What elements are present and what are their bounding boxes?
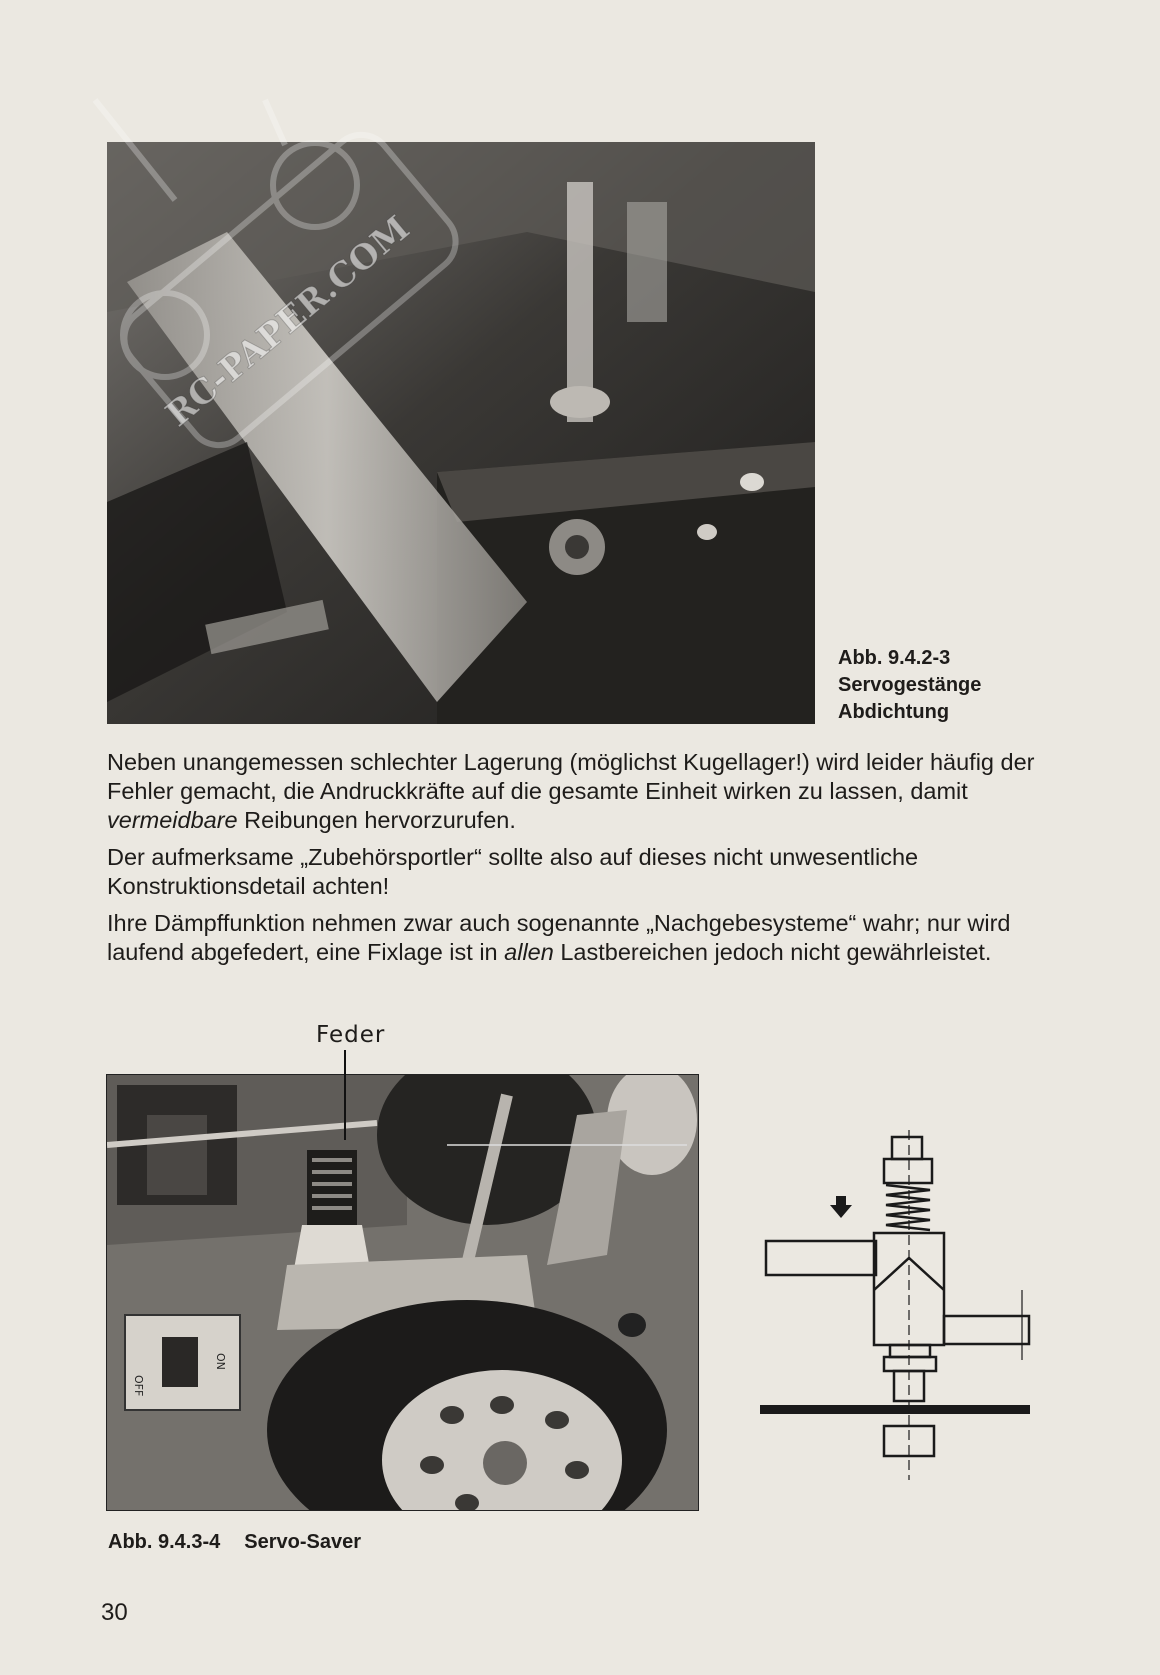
figure-title-line2: Abdichtung [838, 701, 950, 723]
figure-caption-top [838, 645, 981, 726]
watermark-text: RC-PAPER.COM [158, 208, 418, 435]
figure-number: Abb. 9.4.2-3 [838, 647, 951, 669]
page-number: 30 [101, 1599, 128, 1626]
paragraph-2: Der aufmerksame „Zubehörsportler“ sollte also auf dieses nicht unwesentliche Konstruktionsdetail achten! [107, 844, 919, 899]
photo-servo-saver [106, 1074, 699, 1511]
figure-caption-bottom [108, 1531, 361, 1554]
switch-on-label: ON [214, 1353, 227, 1370]
figure-title-line1: Servogestänge [838, 674, 982, 696]
watermark-stamp [85, 90, 505, 510]
servo-saver-diagram [760, 1130, 1060, 1515]
paragraph-1: Neben unangemessen schlechter Lagerung (möglichst Kugellager!) wird leider häufig der Fehler gemacht, die Andruckkräfte auf die gesamte Einheit wirken zu lassen, damit vermeidbare Reibungen hervorzurufen. [107, 749, 1035, 833]
figure-number: Abb. 9.4.3-4 [108, 1531, 221, 1553]
spring-label: Feder [316, 1022, 386, 1048]
figure-title: Servo-Saver [244, 1531, 362, 1553]
body-text [107, 748, 1059, 975]
spring-leader-line [340, 1050, 350, 1140]
paragraph-3: Ihre Dämpffunktion nehmen zwar auch sogenannte „Nachgebesysteme“ wahr; nur wird laufend abgefedert, eine Fixlage ist in allen Lastbereichen jedoch nicht gewährleistet. [107, 910, 1011, 965]
switch-off-label: OFF [132, 1375, 145, 1397]
force-arrow-icon [830, 1205, 852, 1218]
